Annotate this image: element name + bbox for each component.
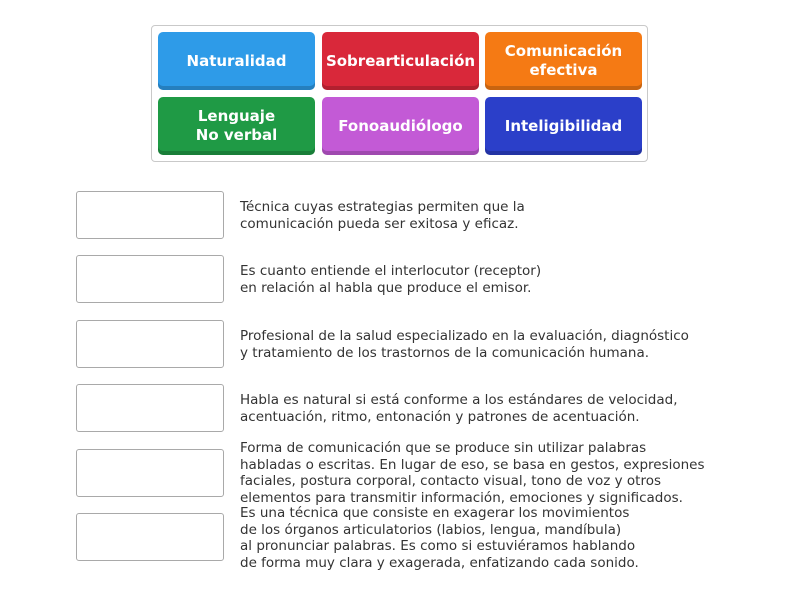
drop-zone-4[interactable] [76,384,224,432]
tile-label: Fonoaudiólogo [338,116,463,135]
description-4: Habla es natural si está conforme a los estándares de velocidad, acentuación, ritmo, entonación y patrones de acentuación. [240,392,678,425]
description-1: Técnica cuyas estrategias permiten que la comunicación pueda ser exitosa y eficaz. [240,199,525,232]
tile-label: Comunicación efectiva [504,42,623,79]
tile-label: Naturalidad [186,51,287,70]
description-6: Es una técnica que consiste en exagerar los movimientos de los órganos articulatorios (labios, lengua, mandíbula) al pronunciar palabras. Es como si estuviéramos hablando de forma muy clara y exagerada, enfatizando cada sonido. [240,505,639,571]
description-3: Profesional de la salud especializado en la evaluación, diagnóstico y tratamiento de los trastornos de la comunicación humana. [240,328,689,361]
description-5: Forma de comunicación que se produce sin utilizar palabras habladas o escritas. En lugar de eso, se basa en gestos, expresiones faciales, postura corporal, contacto visual, tono de voz y otros elementos para transmitir información, emociones y significados. [240,440,705,506]
drop-zone-1[interactable] [76,191,224,239]
tile-label: Sobrearticulación [325,51,476,70]
tile-label: Lenguaje No verbal [195,107,278,144]
word-bank [151,25,648,162]
description-2: Es cuanto entiende el interlocutor (receptor) en relación al habla que produce el emisor. [240,263,542,296]
drop-zone-5[interactable] [76,449,224,497]
drop-zone-3[interactable] [76,320,224,368]
tile-naturalidad[interactable] [158,32,315,90]
tile-inteligibilidad[interactable] [485,97,642,155]
drop-zone-6[interactable] [76,513,224,561]
drop-zone-2[interactable] [76,255,224,303]
tile-fonoaudiologo[interactable] [322,97,479,155]
tile-lenguaje-no-verbal[interactable] [158,97,315,155]
tile-comunicacion-efectiva[interactable] [485,32,642,90]
tile-label: Inteligibilidad [504,116,623,135]
tile-sobrearticulacion[interactable] [322,32,479,90]
